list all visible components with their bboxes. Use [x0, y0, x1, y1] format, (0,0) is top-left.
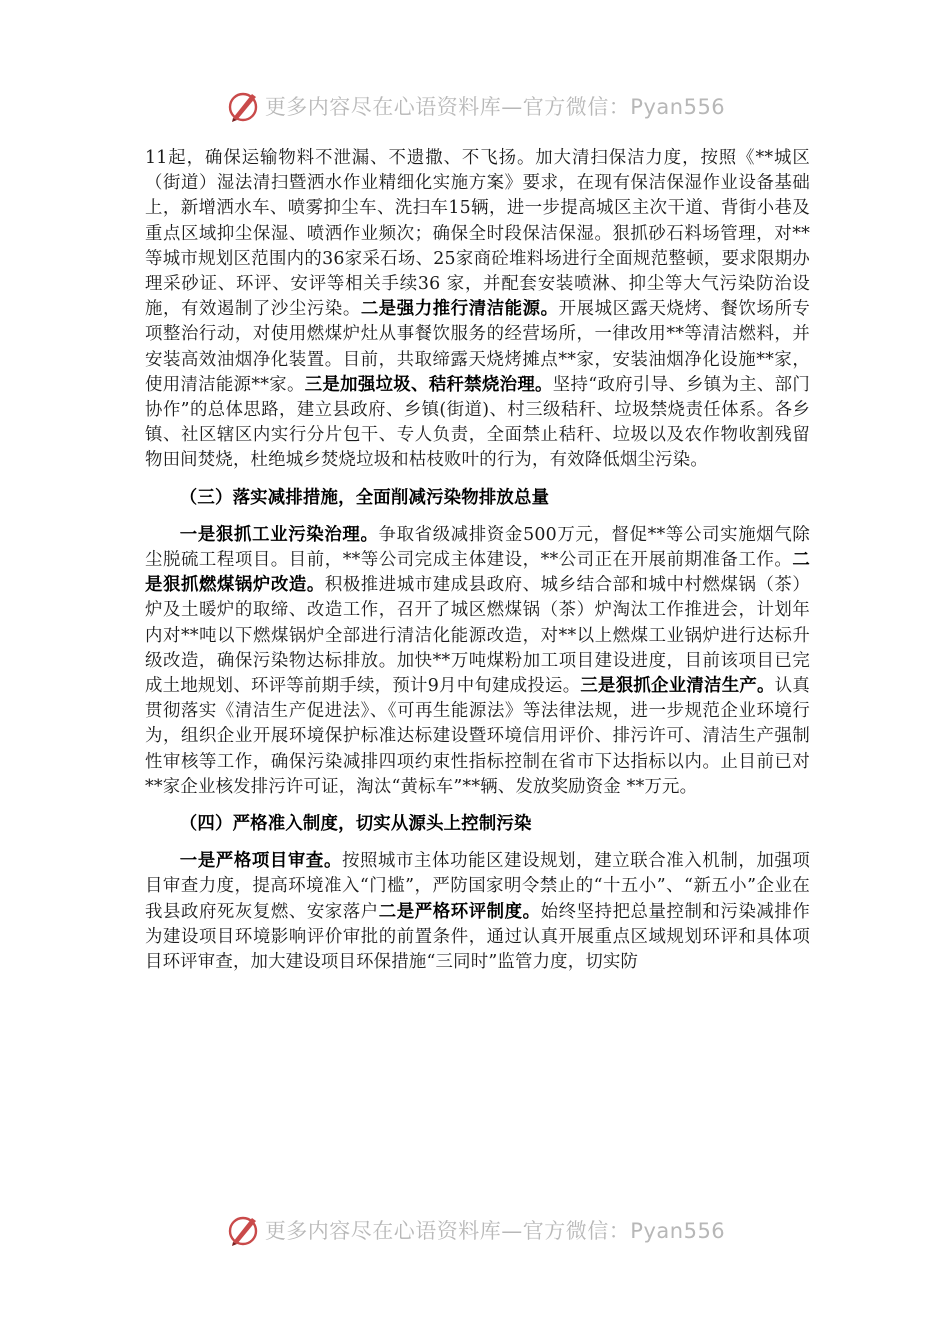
text-run: 按照城市主体功能区建设规划，建立联合准入机制，加强项目审查力度，提高环境准入“门槛”，严防国家明令禁止的“十五小”、“新五小”企业在我县政府死灰复燃、安家落户: [145, 851, 811, 922]
footer-watermark-banner: [0, 1210, 950, 1250]
body-paragraph: [145, 523, 810, 800]
section-heading: [145, 812, 810, 837]
bold-run: 二是严格环评制度。: [378, 901, 541, 922]
text-run: 认真贯彻落实《清洁生产促进法》、《可再生能源法》等法律法规，进一步规范企业环境行为，组织企业开展环境保护标准达标建设暨环境信用评价、排污许可、清洁生产强制性审核等工作，确保污染减排四项约束性指标控制在省市下达指标以内。止目前已对**家企业核发排污许可证，淘汰“黄标车”**辆、发放奖励资金 **万元。: [145, 676, 810, 797]
text-run: 开展城区露天烧烤、餐饮场所专项整治行动，对使用燃煤炉灶从事餐饮服务的经营场所，一律改用**等清洁燃料，并安装高效油烟净化装置。目前，共取缔露天烧烤摊点**家，安装油烟净化设施**家，使用清洁能源**家。: [145, 299, 811, 395]
bold-run: 三是加强垃圾、秸秆禁烧治理。: [304, 374, 553, 395]
bold-run: （三）落实减排措施，全面削减污染物排放总量: [179, 487, 550, 508]
footer-banner-text: 更多内容尽在心语资料库—官方微信：Pyan556: [264, 1219, 726, 1243]
pen-logo-icon: [225, 88, 261, 124]
bold-run: 三是狠抓企业清洁生产。: [580, 676, 775, 697]
bold-run: 二是狠抓燃煤锅炉改造。: [145, 550, 810, 596]
bold-run: 一是严格项目审查。: [179, 851, 342, 872]
text-run: 始终坚持把总量控制和污染减排作为建设项目环境影响评价审批的前置条件，通过认真开展重点区域规划环评和具体项目环评审查，加大建设项目环保措施“三同时”监管力度，切实防: [145, 901, 810, 973]
bold-run: （四）严格准入制度，切实从源头上控制污染: [179, 814, 532, 835]
body-paragraph: [145, 146, 810, 474]
text-run: 坚持“政府引导、乡镇为主、部门协作”的总体思路，建立县政府、乡镇(街道)、村三级秸秆、垃圾禁烧责任体系。各乡镇、社区辖区内实行分片包干、专人负责，全面禁止秸秆、垃圾以及农作物收割残留物田间焚烧，杜绝城乡焚烧垃圾和枯枝败叶的行为，有效降低烟尘污染。: [145, 374, 810, 471]
section-heading: [145, 486, 810, 511]
text-run: 争取省级减排资金500万元，督促**等公司实施烟气除尘脱硫工程项目。目前，**等公司完成主体建设，**公司正在开展前期准备工作。: [145, 524, 810, 571]
text-run: 11起，确保运输物料不泄漏、不遗撒、不飞扬。加大清扫保洁力度，按照《**城区（街道）湿法清扫暨洒水作业精细化实施方案》要求，在现有保洁保湿作业设备基础上，新增洒水车、喷雾抑尘车、洗扫车15辆，进一步提高城区主次干道、背街小巷及重点区域抑尘保湿、喷洒作业频次；确保全时段保洁保湿。狠抓砂石料场管理，对**等城市规划区范围内的36家采石场、25家商砼堆料场进行全面规范整顿，要求限期办理采砂证、环评、安评等相关手续36 家，并配套安装喷淋、抑尘等大气污染防治设施，有效遏制了沙尘污染。: [145, 148, 810, 320]
header-watermark-banner: [0, 86, 950, 126]
bold-run: 一是狠抓工业污染治理。: [179, 524, 379, 545]
pen-logo-icon: [225, 1212, 261, 1248]
document-body: [145, 146, 810, 975]
bold-run: 二是强力推行清洁能源。: [360, 299, 559, 320]
body-paragraph: [145, 849, 810, 975]
header-banner-text: 更多内容尽在心语资料库—官方微信：Pyan556: [264, 95, 726, 119]
text-run: 积极推进城市建成县政府、城乡结合部和城中村燃煤锅（茶）炉及土暖炉的取缔、改造工作，召开了城区燃煤锅（茶）炉淘汰工作推进会，计划年内对**吨以下燃煤锅炉全部进行清洁化能源改造，对**以上燃煤工业锅炉进行达标升级改造，确保污染物达标排放。加快**万吨煤粉加工项目建设进度，目前该项目已完成土地规划、环评等前期手续，预计9月中旬建成投运。: [145, 575, 810, 697]
